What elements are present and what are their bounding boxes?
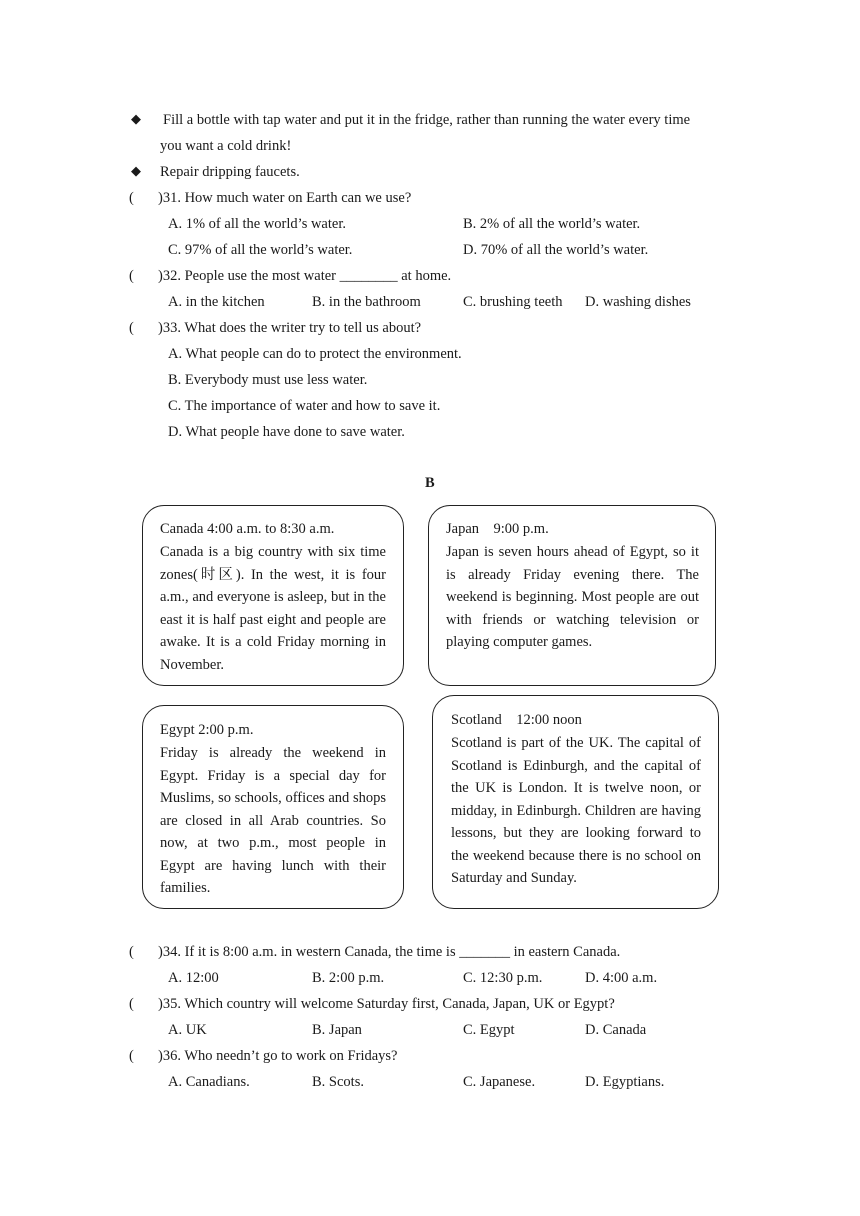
tip-text: Fill a bottle with tap water and put it in the fridge, rather than running the water every time bbox=[163, 112, 691, 128]
japan-box bbox=[428, 505, 716, 686]
scotland-box bbox=[432, 695, 719, 909]
bullet-icon: ◆ bbox=[131, 163, 141, 178]
option: D. 4:00 a.m. bbox=[585, 970, 658, 986]
option: B. Everybody must use less water. bbox=[168, 372, 368, 388]
section-heading: B bbox=[425, 475, 435, 491]
option: A. UK bbox=[168, 1022, 207, 1038]
option: C. 97% of all the world’s water. bbox=[168, 242, 353, 258]
question-stem: )31. How much water on Earth can we use? bbox=[158, 190, 412, 206]
option: B. Scots. bbox=[312, 1074, 364, 1090]
answer-blank[interactable]: ( bbox=[129, 996, 134, 1012]
option: D. What people have done to save water. bbox=[168, 424, 405, 440]
option: C. brushing teeth bbox=[463, 294, 563, 310]
question-stem: )34. If it is 8:00 a.m. in western Canada, the time is _______ in eastern Canada. bbox=[158, 944, 621, 960]
option: B. 2:00 p.m. bbox=[312, 970, 385, 986]
box-heading: Egypt 2:00 p.m. bbox=[160, 722, 254, 738]
option: C. 12:30 p.m. bbox=[463, 970, 543, 986]
option: D. Canada bbox=[585, 1022, 647, 1038]
option: A. Canadians. bbox=[168, 1074, 250, 1090]
option: C. The importance of water and how to save it. bbox=[168, 398, 441, 414]
answer-blank[interactable]: ( bbox=[129, 944, 134, 960]
box-body: Scotland is part of the UK. The capital of Scotland is Edinburgh, and the capital of the UK is London. It is twelve noon, or midday, in Edinburgh. Children are having lessons, but they are looking forward to the weekend because there is no school on Saturday and Sunday. bbox=[451, 735, 701, 886]
tip-text: you want a cold drink! bbox=[160, 138, 292, 154]
box-body: Canada is a big country with six time zones(时区). In the west, it is four a.m., and everyone is asleep, but in the east it is half past eight and people are awake. It is a cold Friday morning in November. bbox=[160, 544, 386, 673]
answer-blank[interactable]: ( bbox=[129, 320, 134, 336]
option: B. 2% of all the world’s water. bbox=[463, 216, 641, 232]
option: B. Japan bbox=[312, 1022, 362, 1038]
box-heading: Canada 4:00 a.m. to 8:30 a.m. bbox=[160, 521, 335, 537]
option: A. 12:00 bbox=[168, 970, 219, 986]
option: D. Egyptians. bbox=[585, 1074, 665, 1090]
answer-blank[interactable]: ( bbox=[129, 1048, 134, 1064]
option: A. in the kitchen bbox=[168, 294, 265, 310]
bullet-icon: ◆ bbox=[131, 111, 141, 126]
canada-box bbox=[142, 505, 404, 686]
box-heading: Scotland 12:00 noon bbox=[451, 712, 582, 728]
box-body: Japan is seven hours ahead of Egypt, so it is already Friday evening there. The weekend is beginning. Most people are out with friends or watching television or playing computer games. bbox=[446, 544, 699, 650]
question-stem: )36. Who needn’t go to work on Fridays? bbox=[158, 1048, 398, 1064]
question-stem: )32. People use the most water ________ at home. bbox=[158, 268, 452, 284]
question-stem: )33. What does the writer try to tell us about? bbox=[158, 320, 422, 336]
answer-blank[interactable]: ( bbox=[129, 190, 134, 206]
option: D. washing dishes bbox=[585, 294, 691, 310]
option: D. 70% of all the world’s water. bbox=[463, 242, 649, 258]
answer-blank[interactable]: ( bbox=[129, 268, 134, 284]
option: C. Japanese. bbox=[463, 1074, 536, 1090]
option: B. in the bathroom bbox=[312, 294, 421, 310]
egypt-box bbox=[142, 705, 404, 909]
option: A. 1% of all the world’s water. bbox=[168, 216, 346, 232]
tip-text: Repair dripping faucets. bbox=[160, 164, 300, 180]
option: A. What people can do to protect the environment. bbox=[168, 346, 462, 362]
option: C. Egypt bbox=[463, 1022, 515, 1038]
box-body: Friday is already the weekend in Egypt. Friday is a special day for Muslims, so schools, offices and shops are closed in all Arab countries. So now, at two p.m., most people in Egypt are having lunch with their families. bbox=[160, 745, 386, 896]
question-stem: )35. Which country will welcome Saturday first, Canada, Japan, UK or Egypt? bbox=[158, 996, 615, 1012]
box-heading: Japan 9:00 p.m. bbox=[446, 521, 549, 537]
